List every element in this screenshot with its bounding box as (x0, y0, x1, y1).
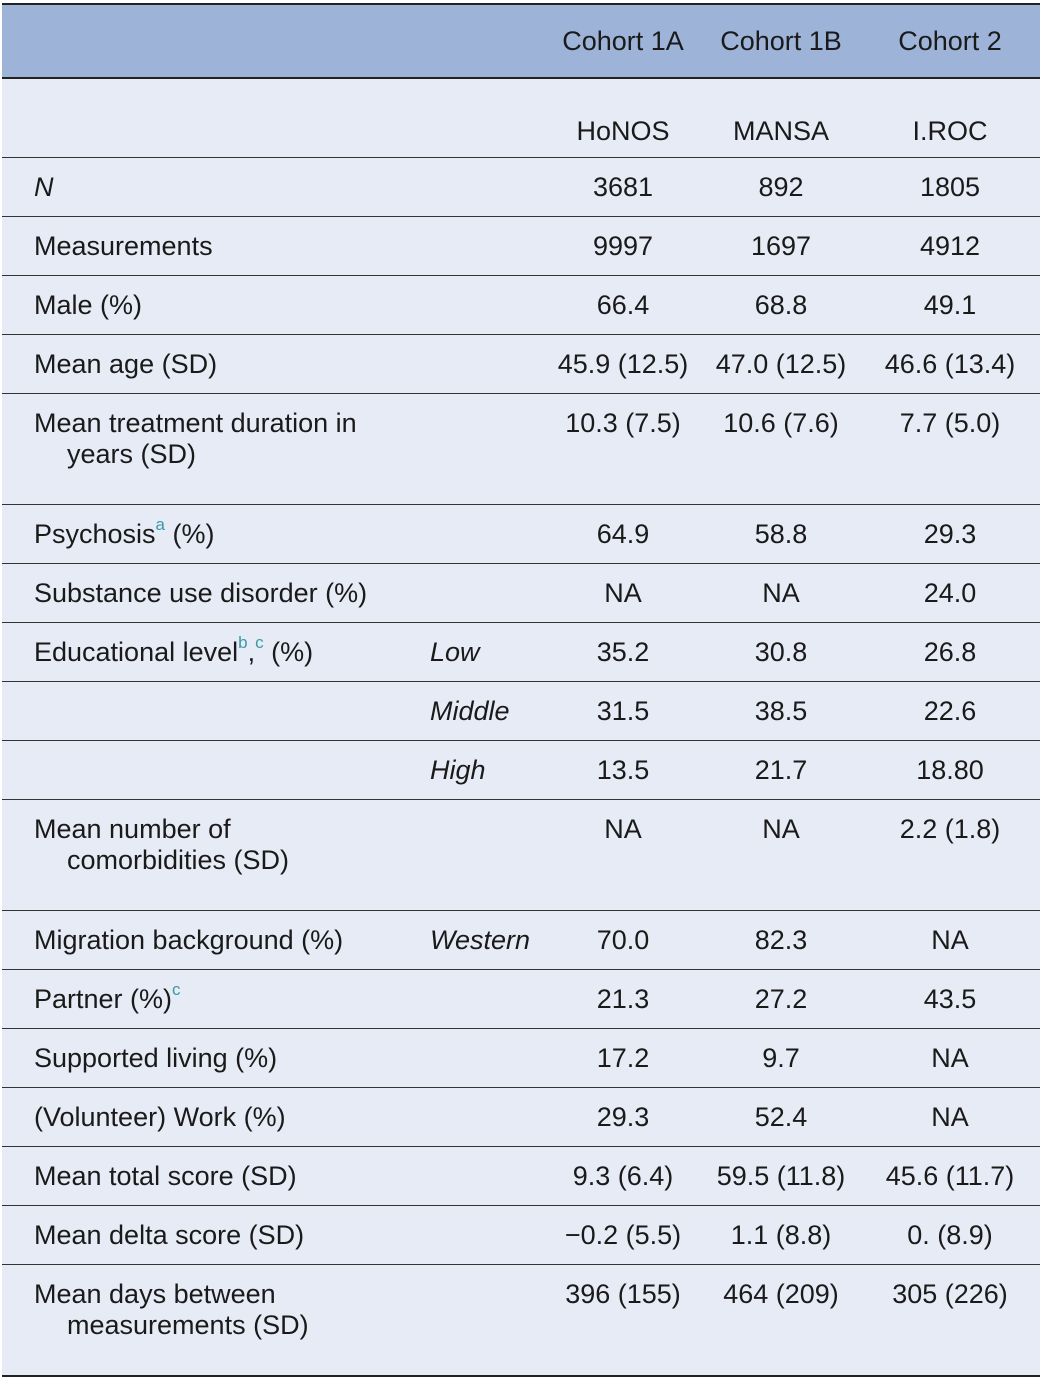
sub-category: Middle (400, 682, 544, 741)
row-label: Mean age (SD) (2, 335, 400, 394)
table-row (2, 1206, 1040, 1265)
cell-value: 21.7 (702, 741, 860, 800)
footnote-c-link[interactable]: c (255, 632, 264, 652)
sub-category: Low (400, 623, 544, 682)
table-row (2, 1147, 1040, 1206)
cell-value: 68.8 (702, 276, 860, 335)
cell-value: 18.80 (860, 741, 1040, 800)
header-empty-sub (400, 4, 544, 78)
cell-value: 70.0 (544, 911, 702, 970)
cell-value: 43.5 (860, 970, 1040, 1029)
cell-value: 58.8 (702, 505, 860, 564)
table-row (2, 335, 1040, 394)
cell-value: NA (702, 564, 860, 623)
row-label: Migration background (%) (2, 911, 400, 970)
cell-value: 29.3 (544, 1088, 702, 1147)
row-label: Mean delta score (SD) (2, 1206, 400, 1265)
row-label: Partner (%)$^c$ (2, 970, 400, 1029)
cell-value: 305 (226) (860, 1265, 1040, 1377)
cell-value: 396 (155) (544, 1265, 702, 1377)
row-label: Male (%) (2, 276, 400, 335)
cell-value: 31.5 (544, 682, 702, 741)
table-row (2, 911, 1040, 970)
table-row (2, 623, 1040, 682)
cell-value: 24.0 (860, 564, 1040, 623)
table-row (2, 276, 1040, 335)
table-row (2, 1029, 1040, 1088)
row-label: Supported living (%) (2, 1029, 400, 1088)
sub-category: High (400, 741, 544, 800)
instrument-mansa: MANSA (702, 78, 860, 158)
cell-value: 2.2 (1.8) (860, 800, 1040, 911)
cell-value: 46.6 (13.4) (860, 335, 1040, 394)
row-label: (Volunteer) Work (%) (2, 1088, 400, 1147)
cell-value: 35.2 (544, 623, 702, 682)
cell-value: NA (860, 1029, 1040, 1088)
footnote-c-link[interactable]: c (172, 979, 181, 999)
table-row (2, 217, 1040, 276)
row-label-line2: years (SD) (67, 439, 197, 469)
table-row (2, 741, 1040, 800)
row-label-line1: Mean number of (34, 814, 231, 844)
cell-value: 38.5 (702, 682, 860, 741)
cell-value: 26.8 (860, 623, 1040, 682)
cell-value: 9997 (544, 217, 702, 276)
instrument-honos: HoNOS (544, 78, 702, 158)
header-row (2, 4, 1040, 78)
cell-value: 59.5 (11.8) (702, 1147, 860, 1206)
cell-value: 892 (702, 158, 860, 217)
cell-value: 10.3 (7.5) (544, 394, 702, 505)
cohort-characteristics-table (2, 3, 1040, 1377)
cell-value: 3681 (544, 158, 702, 217)
cell-value: 45.6 (11.7) (860, 1147, 1040, 1206)
row-label (2, 394, 400, 505)
table-row (2, 564, 1040, 623)
cohort-table-container (2, 3, 1040, 1377)
table-row (2, 1088, 1040, 1147)
cell-value: 10.6 (7.6) (702, 394, 860, 505)
cell-value: 52.4 (702, 1088, 860, 1147)
table-row (2, 682, 1040, 741)
cell-value: 1805 (860, 158, 1040, 217)
cell-value: 45.9 (12.5) (544, 335, 702, 394)
cell-value: 7.7 (5.0) (860, 394, 1040, 505)
instrument-iroc: I.ROC (860, 78, 1040, 158)
cell-value: NA (544, 564, 702, 623)
cell-value: 49.1 (860, 276, 1040, 335)
cell-value: 27.2 (702, 970, 860, 1029)
cell-value: 13.5 (544, 741, 702, 800)
table-row (2, 394, 1040, 505)
table-row (2, 158, 1040, 217)
header-cohort-2: Cohort 2 (860, 4, 1040, 78)
cell-value: 4912 (860, 217, 1040, 276)
footnote-b-link[interactable]: b (238, 632, 248, 652)
header-empty (2, 4, 400, 78)
sub-category: Western (400, 911, 544, 970)
cell-value: 82.3 (702, 911, 860, 970)
cell-value: 66.4 (544, 276, 702, 335)
cell-value: NA (544, 800, 702, 911)
row-label (2, 800, 400, 911)
row-label: Mean total score (SD) (2, 1147, 400, 1206)
table-row (2, 970, 1040, 1029)
table-row (2, 800, 1040, 911)
cell-value: 9.7 (702, 1029, 860, 1088)
cell-value: 22.6 (860, 682, 1040, 741)
row-label-line2: measurements (SD) (67, 1310, 309, 1340)
cell-value: NA (860, 1088, 1040, 1147)
row-label: N (34, 171, 54, 202)
instrument-row (2, 78, 1040, 158)
cell-value: 1.1 (8.8) (702, 1206, 860, 1265)
cell-value: 21.3 (544, 970, 702, 1029)
row-label: Substance use disorder (%) (2, 564, 400, 623)
cell-value: 464 (209) (702, 1265, 860, 1377)
row-label: Educational level$^b$,$^c$ (%) (2, 623, 400, 682)
cell-value: 64.9 (544, 505, 702, 564)
table-row (2, 1265, 1040, 1377)
cell-value: 17.2 (544, 1029, 702, 1088)
row-label: Psychosis$^a$ (%) (2, 505, 400, 564)
cell-value: 0. (8.9) (860, 1206, 1040, 1265)
cell-value: 1697 (702, 217, 860, 276)
cell-value: 9.3 (6.4) (544, 1147, 702, 1206)
footnote-a-link[interactable]: a (155, 514, 166, 534)
row-label-line1: Mean days between (34, 1279, 276, 1309)
table-row (2, 505, 1040, 564)
cell-value: NA (860, 911, 1040, 970)
cell-value: 29.3 (860, 505, 1040, 564)
cell-value: 30.8 (702, 623, 860, 682)
cell-value: −0.2 (5.5) (544, 1206, 702, 1265)
header-cohort-1a: Cohort 1A (544, 4, 702, 78)
header-cohort-1b: Cohort 1B (702, 4, 860, 78)
row-label-line2: comorbidities (SD) (67, 845, 290, 875)
row-label: Measurements (2, 217, 400, 276)
cell-value: 47.0 (12.5) (702, 335, 860, 394)
row-label (2, 1265, 400, 1377)
cell-value: NA (702, 800, 860, 911)
row-label-line1: Mean treatment duration in (34, 408, 357, 438)
